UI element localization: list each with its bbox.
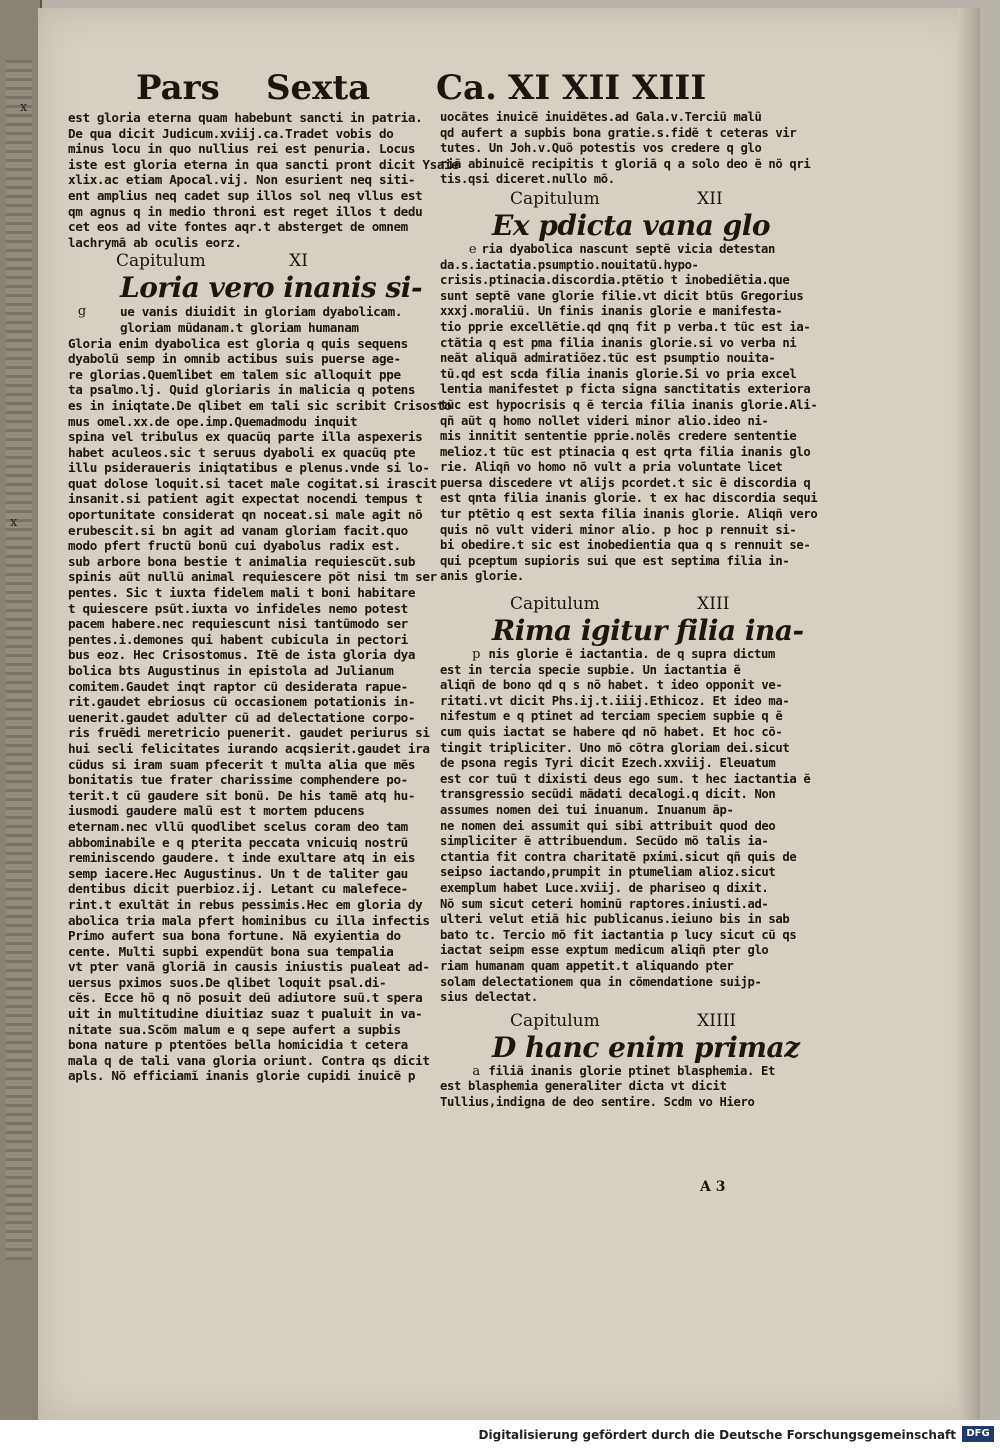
text-line: semp iacere.Hec Augustinus. Un t de taliter gau — [68, 865, 408, 881]
text-line: quis nõ vult videri minor alio. p hoc p rennuit si- — [440, 522, 797, 537]
incipit-line — [440, 242, 775, 258]
text-line: ulteri velut etiã hic publicanus.ieiuno bis in sab — [440, 912, 790, 927]
text-line: est blasphemia generaliter dicta vt dicit — [440, 1079, 727, 1094]
left-text-column — [68, 110, 459, 1084]
text-line: melioz.t tũc est ptinacia q est qrta filia inanis glo — [440, 444, 811, 459]
text-line: de psona regis Tyri dicit Ezech.xxviij. Eleuatum — [440, 756, 776, 771]
chapter-xiiii-text — [440, 1079, 775, 1110]
text-line: tio pprie excellẽtie.qd qnq fit p verba.t tũc est ia- — [440, 319, 811, 334]
text-line: ta psalmo.lj. Quid gloriaris in malicia q potens — [68, 382, 416, 398]
text-line: ent amplius neq cadet sup illos sol neq vllus est — [68, 187, 423, 203]
text-line: bona nature p ptentões bella homicidia t cetera — [68, 1037, 408, 1053]
chapter-incipit: Rima igitur filia ina- — [492, 614, 804, 648]
chapter-xiii-text — [440, 662, 811, 1006]
text-line: Nõ sum sicut ceteri hominũ raptores.iniusti.ad- — [440, 896, 769, 911]
text-line: iste est gloria eterna in qua sancti pront dicit Ysaie — [68, 156, 459, 172]
chapter-number: XI — [289, 251, 308, 272]
header-pars: Pars — [136, 68, 220, 108]
text-line: apls. Nõ efficiamĩ inanis glorie cupidi inuicẽ p — [68, 1068, 416, 1084]
text-line: De qua dicit Judicum.xviij.ca.Tradet vobis do — [68, 125, 394, 141]
text-line: iactat seipm esse exptum medicum aliqñ pter glo — [440, 943, 769, 958]
text-line: rie. Aliqñ vo homo nõ vult a pria voluntate licet — [440, 460, 783, 475]
text-line: exemplum habet Luce.xviij. de phariseo q dixit. — [440, 880, 769, 895]
chapter-number: XIIII — [697, 1010, 737, 1031]
text-line: uocãtes inuicẽ inuidẽtes.ad Gala.v.Terciũ malũ — [440, 110, 762, 124]
text-line: est in tercia specie supbie. Un iactantia ẽ — [440, 662, 741, 677]
margin-mark: x — [10, 515, 18, 530]
chapter-heading-xiii — [440, 593, 775, 615]
text-line: lachrymã ab oculis eorz. — [68, 234, 242, 250]
text-line: pentes. Sic t iuxta fidelem mali t boni habitare — [68, 585, 416, 601]
text-line: crisis.ptinacia.discordia.ptẽtio t inobediẽtia.que — [440, 273, 790, 288]
text-line: qd aufert a supbis bona gratie.s.fidẽ t ceteras vir — [440, 125, 797, 140]
text-line: mala q de tali vana gloria oriunt. Contra qs dicit — [68, 1052, 430, 1068]
text-line: simpliciter ẽ attribuendum. Secũdo mõ talis ia- — [440, 834, 769, 849]
chapter-incipit: Ex pdicta vana glo — [492, 208, 770, 242]
incipit-line — [440, 647, 775, 663]
adjacent-page-text-lines — [6, 60, 32, 1260]
signature-mark: A 3 — [700, 1179, 726, 1195]
header-ca: Ca. — [436, 68, 497, 108]
page-fore-edge — [958, 8, 980, 1420]
text-line: bolica bts Augustinus in epistola ad Julianum — [68, 663, 394, 678]
text-line: assumes nomen dei tui inuanum. Inuanum ãp- — [440, 802, 734, 817]
guide-letter: e — [468, 241, 477, 257]
text-line: hui secli felicitates iurando acqsierit.gaudet ira — [68, 740, 430, 756]
header-sexta: Sexta — [266, 68, 371, 108]
text-line: pacem habere.nec requiescunt nisi tantũmodo ser — [68, 616, 408, 632]
chapter-number: XII — [697, 188, 723, 209]
text-line: nitate sua.Scõm malum e q sepe aufert a supbis — [68, 1021, 401, 1037]
dfg-logo: DFG — [962, 1426, 994, 1442]
text-line: nifestum e q ptinet ad terciam speciem supbie q ẽ — [440, 709, 783, 724]
text-line: reminiscendo gaudere. t inde exultare atq in eis — [68, 850, 416, 866]
text-line: ne nomen dei assumit qui sibi attribuit quod deo — [440, 818, 776, 833]
text-line: Gloria enim dyabolica est gloria q quis sequens — [68, 335, 408, 351]
incipit-line — [440, 1064, 775, 1080]
text-line: nis glorie ẽ iactantia. de q supra dictum — [488, 647, 775, 662]
text-line: terit.t cũ gaudere sit bonũ. De his tamẽ atq hu- — [68, 787, 416, 803]
text-line: ue vanis diuidit in gloriam dyabolicam. — [120, 304, 403, 320]
text-line: cet eos ad vite fontes aqr.t absterget de omnem — [68, 219, 408, 235]
text-line: bus eoz. Hec Crisostomus. Itẽ de ista gloria dya — [68, 647, 416, 663]
funding-credit: Digitalisierung gefördert durch die Deutsche Forschungsgemeinschaft — [478, 1428, 956, 1442]
text-line: ctantia fit contra charitatẽ pximi.sicut qñ quis de — [440, 849, 797, 864]
left-lines-after — [68, 335, 452, 1085]
chapter-xii-text — [440, 257, 818, 585]
text-line: da.s.iactatia.psumptio.nouitatũ.hypo- — [440, 257, 699, 272]
text-line: uersus pximos suos.De qlibet loquit psal.di- — [68, 974, 387, 990]
text-line: aliqñ de bono qd q s nõ habet. t ideo opponit ve- — [440, 678, 783, 693]
text-line: t quiescere psũt.iuxta vo infideles nemo potest — [68, 600, 408, 616]
header-chapter-numbers: XI XII XIII — [508, 68, 707, 108]
text-line: iusmodi gaudere malũ est t mortem pducens — [68, 803, 365, 819]
text-line: seipso iactando,prumpit in ptumeliam alioz.sicut — [440, 865, 776, 880]
digitization-footer — [0, 1420, 1000, 1450]
text-line: dentibus dicit puerbioz.ij. Letant cu malefece- — [68, 881, 408, 897]
text-line: bi obedire.t sic est inobedientia qua q s rennuit se- — [440, 538, 811, 553]
text-line: illu psideraueris iniqtatibus e plenus.vnde si lo- — [68, 460, 430, 476]
text-line: spina vel tribulus ex quacũq parte illa aspexeris — [68, 429, 423, 445]
text-line: cũdus si iram suam pfecerit t multa alia que mẽs — [68, 756, 416, 772]
text-line: ris fruẽdi meretricio puenerit. gaudet periurus si — [68, 725, 430, 741]
text-line: bonitatis tue frater charissime comphendere po- — [68, 772, 408, 788]
text-line: mis innitit sententie pprie.nolẽs credere sententie — [440, 429, 797, 444]
text-line: sub arbore bona bestie t animalia requiescũt.sub — [68, 553, 416, 569]
text-line: Tullius,indigna de deo sentire. Scdm vo Hiero — [440, 1094, 755, 1109]
text-line: transgressio secũdi mãdati decalogi.q dicit. Non — [440, 787, 776, 802]
text-line: solam delectationem qua in cõmendatione suijp- — [440, 974, 762, 989]
chapter-incipit: D hanc enim primaz — [492, 1030, 800, 1064]
text-line: minus locu in quo nullius rei est penuria. Locus — [68, 141, 416, 157]
text-line: gloriam mũdanam.t gloriam humanam — [120, 319, 359, 335]
text-line: rit.gaudet ebriosus cũ occasionem potationis in- — [68, 694, 416, 710]
text-line: neãt aliquã admiratiõez.tũc est psumptio nouita- — [440, 351, 776, 366]
text-line: anis glorie. — [440, 569, 524, 584]
chapter-label: Capitulum — [510, 1010, 600, 1031]
guide-letter: g — [77, 304, 87, 320]
text-line: riam humanam quam appetit.t aliquando pter — [440, 958, 734, 973]
text-line: ritati.vt dicit Phs.ij.t.iiij.Ethicoz. Et ideo ma- — [440, 693, 790, 708]
text-line: uenerit.gaudet adulter cũ ad delectatione corpo- — [68, 709, 416, 725]
text-line: es in iniqtate.De qlibet em tali sic scribit Crisosto — [68, 397, 452, 413]
chapter-heading-xii — [440, 188, 775, 210]
text-line: quat dolose loquit.si tacet male cogitat.si irascit — [68, 475, 437, 491]
text-line: cẽs. Ecce hõ q nõ posuit deũ adiutore suũ.t spera — [68, 990, 423, 1006]
guide-letter: p — [472, 647, 481, 663]
guide-letter: a — [472, 1063, 481, 1079]
incipit-line — [68, 304, 418, 320]
adjacent-page-edge — [0, 0, 42, 1420]
text-line: bato tc. Tercio mõ fit iactantia p lucy sicut cũ qs — [440, 927, 797, 942]
text-line: xxxj.moraliũ. Un finis inanis glorie e manifesta- — [440, 304, 783, 319]
text-line: est gloria eterna quam habebunt sancti in patria. — [68, 110, 423, 125]
text-line: mus omel.xx.de ope.imp.Quemadmodu inquit — [68, 413, 358, 429]
text-line: xlix.ac etiam Apocal.vij. Non esurient neq siti- — [68, 172, 416, 188]
chapter-heading-xiiii — [440, 1010, 775, 1032]
text-line: dyabolũ semp in omnib actibus suis puerse age- — [68, 351, 401, 367]
text-line: ctãtia q est pma filia inanis glorie.si vo verba ni — [440, 335, 797, 350]
chapter-label: Capitulum — [510, 188, 600, 209]
text-line: riã abinuicẽ recipitis t gloriã q a solo deo ẽ nõ qri — [440, 156, 811, 171]
chapter-heading-xi — [68, 250, 418, 272]
right-text-column — [440, 110, 818, 1110]
text-line: rint.t exultãt in rebus pessimis.Hec em gloria dy — [68, 896, 423, 912]
text-line: puersa discedere vt alijs pcordet.t sic ẽ discordia q — [440, 475, 811, 490]
text-line: lentia manifestet p ficta signa sanctitatis exteriora — [440, 382, 811, 397]
text-line: oportunitate considerat qn noceat.si male agit nõ — [68, 507, 423, 523]
text-line: tingit tripliciter. Uno mõ cõtra gloriam dei.sicut — [440, 740, 790, 755]
text-line: tũ.qd est scda filia inanis glorie.Si vo pria excel — [440, 366, 797, 381]
margin-mark: x — [20, 100, 28, 115]
text-line: insanit.si patient agit expectat nocendi tempus t — [68, 491, 423, 507]
left-lines-before — [68, 110, 459, 250]
text-line: sius delectat. — [440, 990, 538, 1005]
text-line: pentes.i.demones qui habent cubicula in pectori — [68, 631, 408, 647]
text-line: vt pter vanã gloriã in causis iniustis pualeat ad- — [68, 959, 430, 975]
chapter-number: XIII — [697, 594, 730, 615]
text-line: eternam.nec vllũ quodlibet scelus coram deo tam — [68, 818, 408, 834]
chapter-label: Capitulum — [116, 251, 206, 272]
text-line: tur ptẽtio q est sexta filia inanis glorie. Aliqñ vero — [440, 507, 818, 522]
chapter-incipit: Loria vero inanis si- — [120, 271, 423, 305]
text-line: re glorias.Quemlibet em talem sic alloquit ppe — [68, 366, 401, 382]
text-line: comitem.Gaudet inqt raptor cũ desiderata rapue- — [68, 678, 408, 694]
text-line: Primo aufert sua bona fortune. Nã exyientia do — [68, 928, 401, 944]
text-line: est qnta filia inanis glorie. t ex hac discordia sequi — [440, 491, 818, 506]
chapter-label: Capitulum — [510, 594, 600, 615]
text-line: spinis aũt nullũ animal requiescere põt nisi tm ser — [68, 569, 437, 585]
running-header — [88, 68, 768, 112]
text-line: uit in multitudine diuitiaz suaz t pualuit in va- — [68, 1006, 423, 1022]
right-lines-before — [440, 110, 811, 188]
text-line: tis.qsi diceret.nullo mõ. — [440, 172, 615, 187]
text-line: qui pceptum supioris sui que est septima filia in- — [440, 553, 790, 568]
text-line: abbominabile e q pterita peccata vnicuiq nostrũ — [68, 834, 408, 850]
text-line: abolica tria mala pfert hominibus cu illa infectis — [68, 912, 430, 928]
text-line: cente. Multi supbi expendũt bona sua tempalia — [68, 943, 394, 959]
text-line: tutes. Un Joh.v.Quõ potestis vos credere q glo — [440, 141, 762, 156]
text-line: habet aculeos.sic t seruus dyaboli ex quacũq pte — [68, 444, 416, 460]
text-line: cum quis iactat se habere qd nõ habet. Et hoc cõ- — [440, 725, 783, 739]
text-line: qñ aũt q homo nollet videri minor alio.ideo ni- — [440, 413, 769, 428]
text-line: modo pfert fructũ bonũ cui dyabolus radix est. — [68, 538, 401, 554]
text-line: ria dyabolica nascunt septẽ vicia detestan — [481, 241, 775, 256]
text-line: qm agnus q in medio throni est reget illos t dedu — [68, 203, 423, 219]
text-line: filiã inanis glorie ptinet blasphemia. Et — [488, 1063, 775, 1078]
text-line: erubescit.si bn agit ad vanam gloriam facit.quo — [68, 522, 408, 538]
text-line: tũc est hypocrisis q ẽ tercia filia inanis glorie.Ali- — [440, 397, 818, 412]
text-line: est cor tuũ t dixisti deus ego sum. t hec iactantia ẽ — [440, 771, 811, 786]
text-line: sunt septẽ vane glorie filie.vt dicit btũs Gregorius — [440, 288, 804, 303]
